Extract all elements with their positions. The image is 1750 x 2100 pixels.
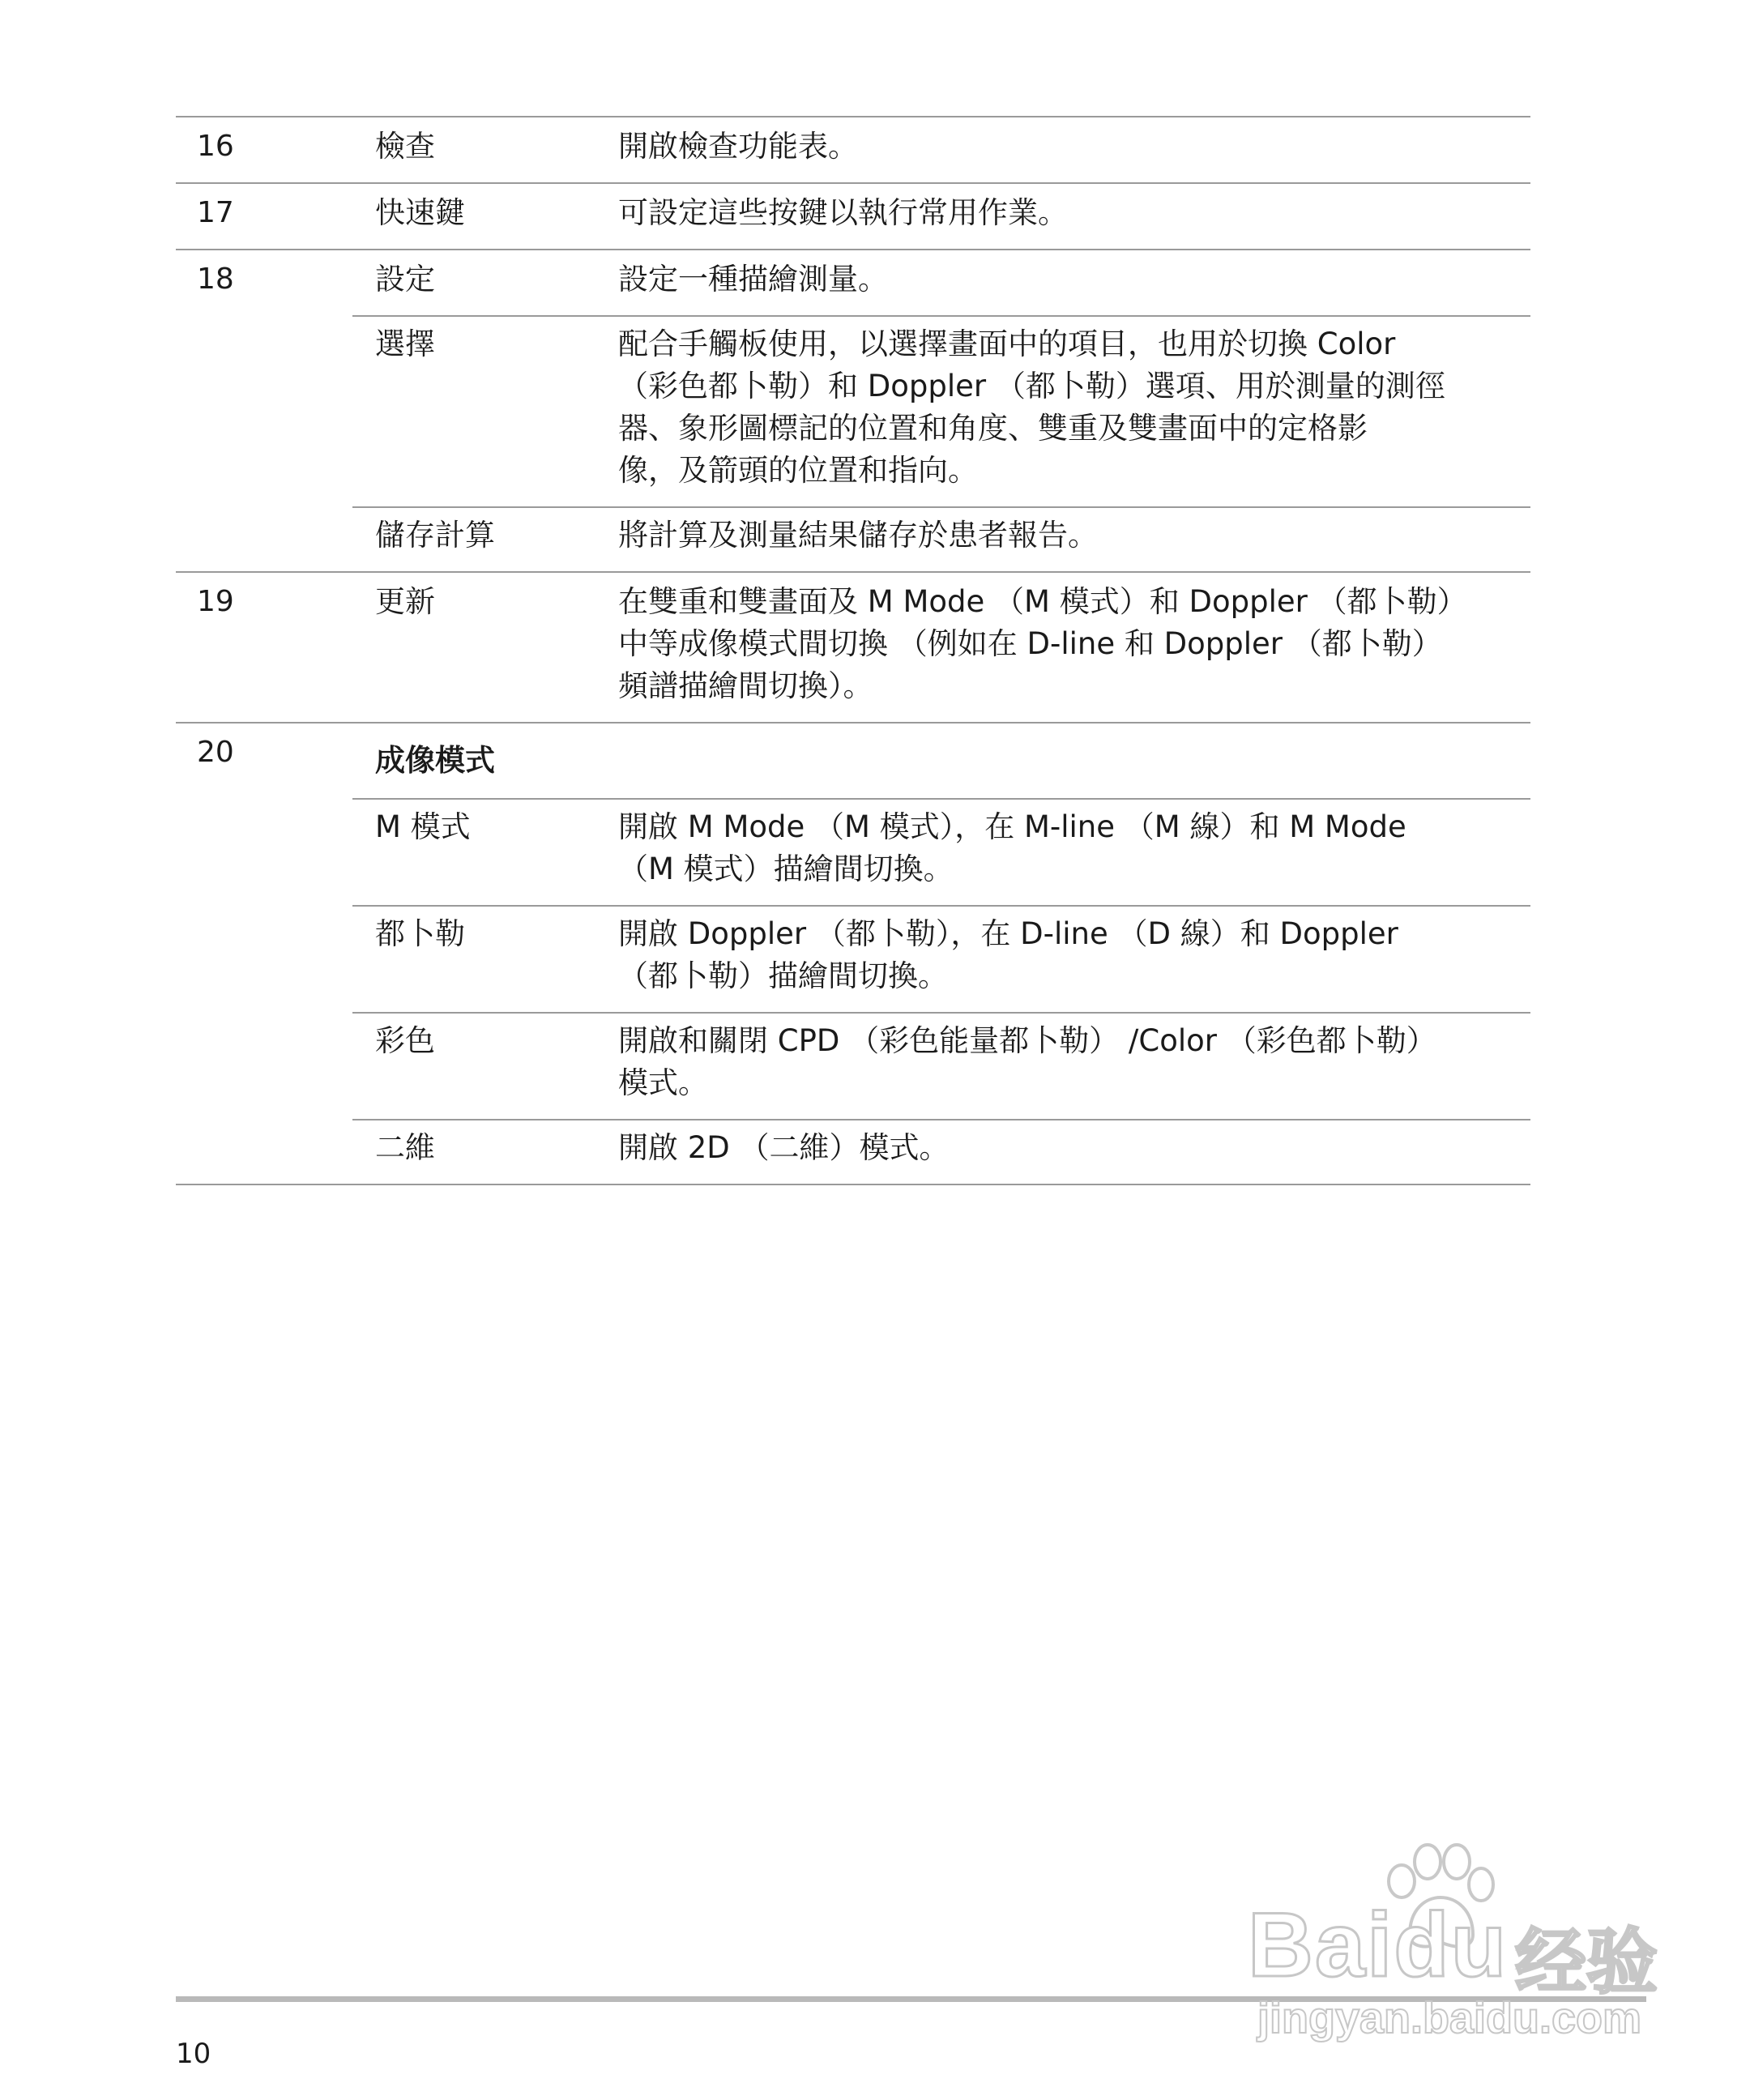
control-description: 開啟 2D （二維）模式。: [618, 1130, 950, 1165]
table-row: [176, 249, 1530, 315]
table-row: [176, 905, 1530, 1012]
row-number: 16: [197, 130, 234, 163]
row-number: [176, 905, 352, 913]
control-description: 將計算及測量結果儲存於患者報告。: [618, 518, 1098, 553]
control-name: 儲存計算: [375, 518, 495, 553]
control-description: 可設定這些按鍵以執行常用作業。: [618, 195, 1068, 230]
baidu-watermark: [1248, 1839, 1669, 2058]
table-row: [176, 315, 1530, 506]
table-row: [176, 722, 1530, 798]
row-number: 18: [197, 262, 234, 296]
control-name: 彩色: [375, 1023, 435, 1058]
control-description: 在雙重和雙畫面及 M Mode （M 模式）和 Doppler （都卜勒） 中等成像模式間切換 （例如在 D-line 和 Doppler （都卜勒） 頻譜描繪間切換）。: [618, 584, 1467, 703]
section-heading: 成像模式: [375, 743, 495, 778]
control-name: 設定: [375, 262, 435, 297]
controls-table: [176, 116, 1530, 1185]
row-number: 19: [197, 585, 234, 618]
row-number: [176, 506, 352, 514]
control-name: M 模式: [375, 809, 471, 844]
control-name: 二維: [375, 1130, 435, 1165]
control-description: 設定一種描繪測量。: [618, 262, 888, 297]
row-number: [176, 315, 352, 323]
table-row: [176, 571, 1530, 722]
control-description: [618, 723, 1530, 746]
control-name: 更新: [375, 584, 435, 619]
control-description: 開啟 M Mode （M 模式），在 M-line （M 線）和 M Mode （M 模式）描繪間切換。: [618, 809, 1406, 886]
table-row: [176, 182, 1530, 249]
page-number: 10: [176, 2038, 211, 2070]
table-row: [176, 798, 1530, 905]
control-name: 選擇: [375, 327, 435, 361]
control-description: 開啟和關閉 CPD （彩色能量都卜勒） /Color （彩色都卜勒） 模式。: [618, 1023, 1436, 1100]
control-name: 快速鍵: [375, 195, 465, 230]
row-number: [176, 798, 352, 806]
table-row: [176, 1012, 1530, 1119]
control-description: 開啟 Doppler （都卜勒），在 D-line （D 線）和 Doppler （都卜勒）描繪間切換。: [618, 916, 1398, 993]
row-number: [176, 1012, 352, 1020]
control-description: 開啟檢查功能表。: [618, 129, 858, 164]
row-number: 20: [197, 736, 234, 769]
table-row: [176, 506, 1530, 571]
table-row: [176, 116, 1530, 182]
row-number: 17: [197, 196, 234, 229]
watermark-cn: 经验: [1515, 1922, 1658, 2002]
row-number: [176, 1119, 352, 1127]
control-description: 配合手觸板使用，以選擇畫面中的項目，也用於切換 Color （彩色都卜勒）和 Doppler （都卜勒）選項、用於測量的測徑 器、象形圖標記的位置和角度、雙重及雙畫面中的定格影 像，及箭頭的位置和指向。: [618, 327, 1445, 488]
watermark-brand: Baidu: [1248, 1894, 1509, 1995]
table-row: [176, 1119, 1530, 1185]
watermark-url: jingyan.baidu.com: [1257, 1994, 1642, 2042]
control-name: 檢查: [375, 129, 435, 164]
control-name: 都卜勒: [375, 916, 465, 951]
